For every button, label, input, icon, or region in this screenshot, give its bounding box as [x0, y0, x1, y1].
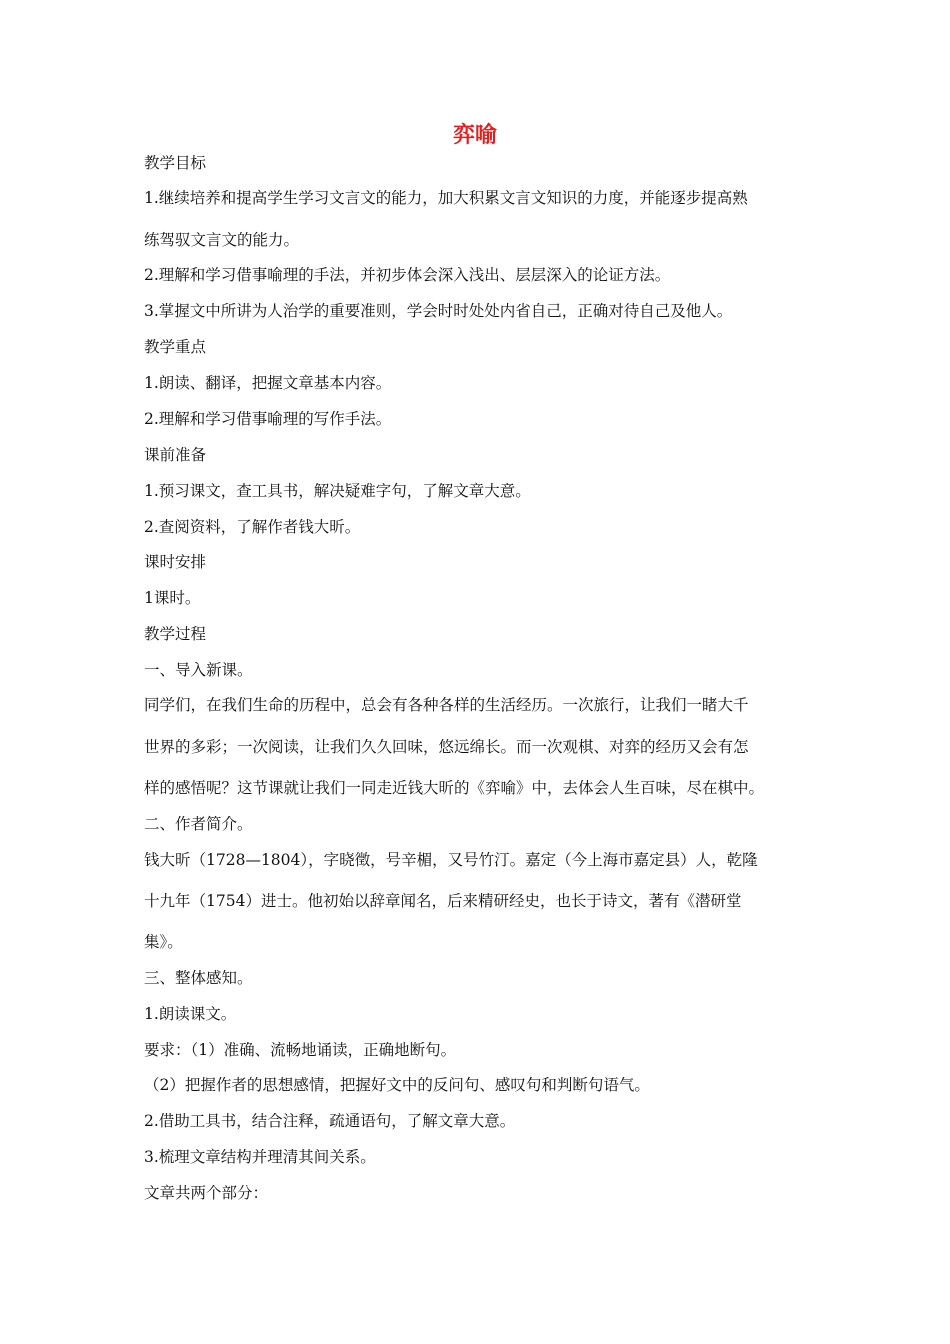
section-heading: 课时安排 [144, 553, 207, 571]
paragraph-line: 钱大昕（1728—1804），字晓徵，号辛楣，又号竹汀。嘉定（今上海市嘉定县）人，乾隆 [144, 851, 758, 869]
paragraph-line: 2.理解和学习借事喻理的写作手法。 [144, 410, 392, 428]
paragraph-line: 1课时。 [144, 589, 201, 607]
paragraph-line: 练驾驭文言文的能力。 [144, 231, 300, 249]
paragraph-line: 2.借助工具书，结合注释，疏通语句，了解文章大意。 [144, 1112, 516, 1130]
section-heading: 教学目标 [144, 154, 207, 172]
paragraph-line: 同学们，在我们生命的历程中，总会有各种各样的生活经历。一次旅行，让我们一睹大千 [144, 696, 749, 714]
paragraph-line: 十九年（1754）进士。他初始以辞章闻名，后来精研经史，也长于诗文，著有《潜研堂 [144, 892, 742, 910]
paragraph-line: 1.朗读课文。 [144, 1005, 237, 1023]
paragraph-line: 3.梳理文章结构并理清其间关系。 [144, 1148, 376, 1166]
section-heading: 课前准备 [144, 446, 207, 464]
paragraph-line: 文章共两个部分： [144, 1184, 269, 1202]
paragraph-line: 世界的多彩；一次阅读，让我们久久回味，悠远绵长。而一次观棋、对弈的经历又会有怎 [144, 738, 749, 756]
paragraph-line: （2）把握作者的思想感情，把握好文中的反问句、感叹句和判断句语气。 [144, 1076, 650, 1094]
paragraph-line: 2.查阅资料，了解作者钱大昕。 [144, 518, 361, 536]
paragraph-line: 集》。 [144, 933, 183, 951]
paragraph-line: 1.朗读、翻译，把握文章基本内容。 [144, 374, 392, 392]
paragraph-line: 样的感悟呢？这节课就让我们一同走近钱大昕的《弈喻》中，去体会人生百味，尽在棋中。 [144, 779, 765, 797]
page-title: 弈喻 [452, 123, 497, 148]
section-heading: 教学重点 [144, 338, 207, 356]
subsection-heading: 二、作者简介。 [144, 815, 253, 833]
subsection-heading: 一、导入新课。 [144, 661, 253, 679]
subsection-heading: 三、整体感知。 [144, 969, 253, 987]
paragraph-line: 要求：（1）准确、流畅地诵读，正确地断句。 [144, 1041, 457, 1059]
section-heading: 教学过程 [144, 625, 207, 643]
paragraph-line: 1.预习课文，查工具书，解决疑难字句，了解文章大意。 [144, 482, 531, 500]
paragraph-line: 3.掌握文中所讲为人治学的重要准则，学会时时处处内省自己，正确对待自己及他人。 [144, 302, 733, 320]
paragraph-line: 1.继续培养和提高学生学习文言文的能力，加大积累文言文知识的力度，并能逐步提高熟 [144, 189, 748, 207]
paragraph-line: 2.理解和学习借事喻理的手法，并初步体会深入浅出、层层深入的论证方法。 [144, 266, 671, 284]
